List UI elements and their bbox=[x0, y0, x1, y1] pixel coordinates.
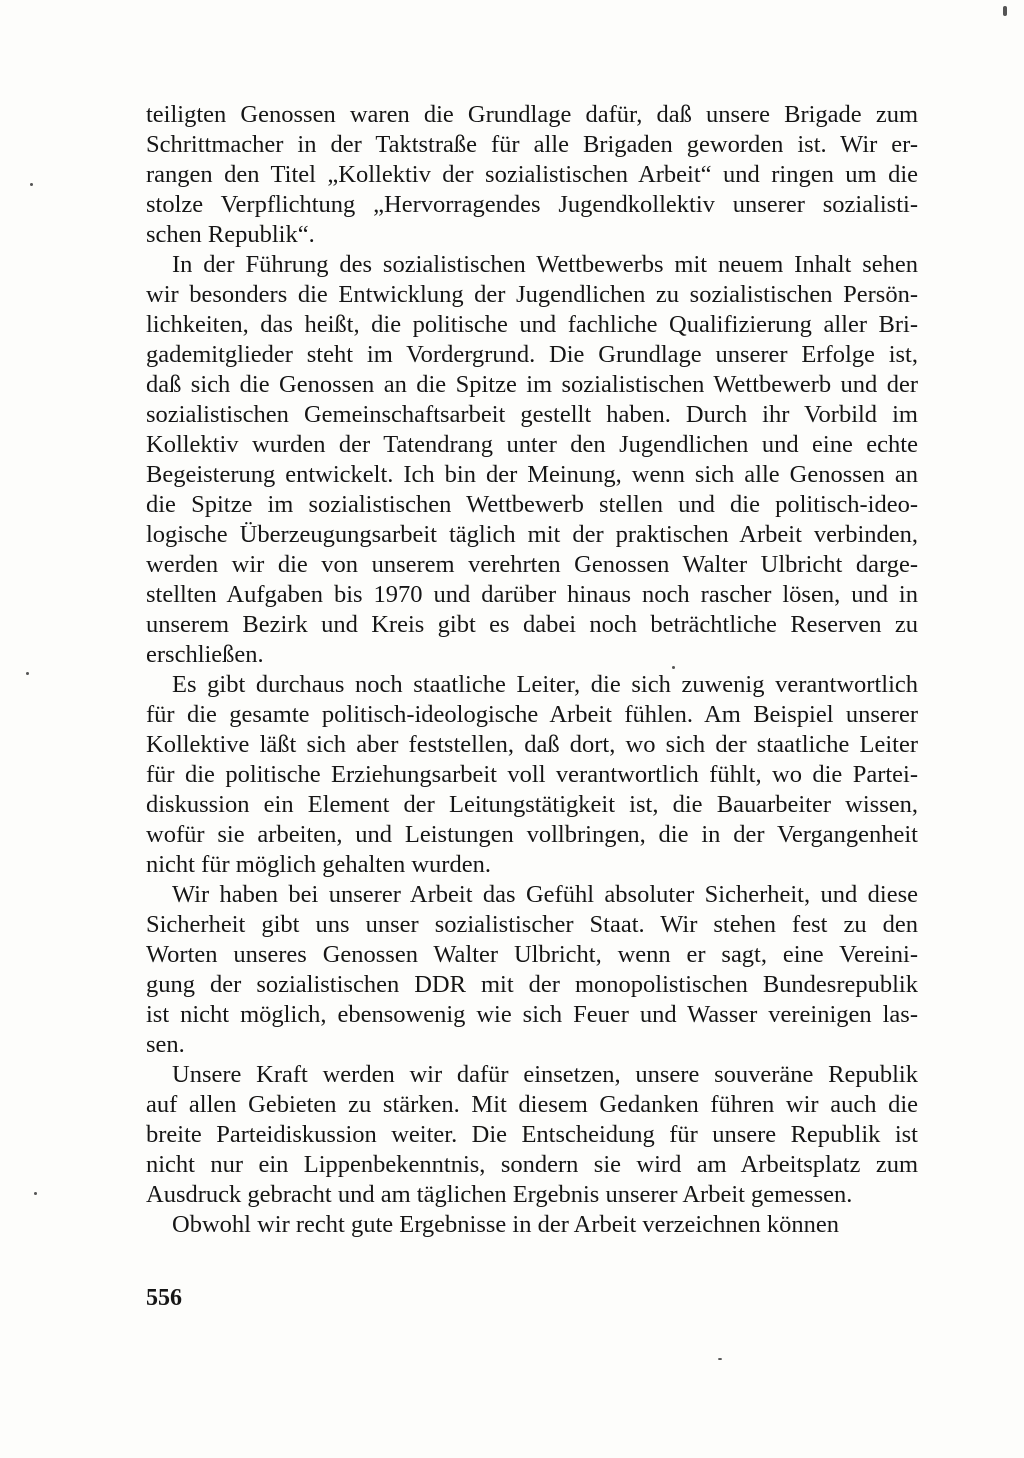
page-body bbox=[146, 100, 918, 1240]
scan-speck bbox=[26, 672, 29, 675]
paragraph bbox=[146, 100, 918, 250]
text-line: sen. bbox=[146, 1031, 185, 1058]
text-line: stolze Verpflichtung „Hervorragendes Jugendkollektiv unserer sozialisti- bbox=[146, 191, 918, 218]
text-line: gademitglieder steht im Vordergrund. Die Grundlage unserer Erfolge ist, bbox=[146, 341, 918, 368]
text-line: nicht für möglich gehalten wurden. bbox=[146, 851, 491, 878]
text-line: wofür sie arbeiten, und Leistungen vollbringen, die in der Vergangenheit bbox=[146, 821, 918, 848]
text-line: daß sich die Genossen an die Spitze im sozialistischen Wettbewerb und der bbox=[146, 371, 918, 398]
text-line: Sicherheit gibt uns unser sozialistischer Staat. Wir stehen fest zu den bbox=[146, 911, 918, 938]
text-line: In der Führung des sozialistischen Wettbewerbs mit neuem Inhalt sehen bbox=[172, 251, 918, 278]
text-line: teiligten Genossen waren die Grundlage dafür, daß unsere Brigade zum bbox=[146, 101, 918, 128]
scan-speck bbox=[1003, 6, 1007, 16]
text-line: Wir haben bei unserer Arbeit das Gefühl absoluter Sicherheit, und diese bbox=[172, 881, 918, 908]
paragraph bbox=[146, 1210, 918, 1240]
scan-speck bbox=[672, 666, 675, 669]
text-line: rangen den Titel „Kollektiv der sozialistischen Arbeit“ und ringen um die bbox=[146, 161, 918, 188]
text-line: Kollektiv wurden der Tatendrang unter den Jugendlichen und eine echte bbox=[146, 431, 918, 458]
text-line: Kollektive läßt sich aber feststellen, daß dort, wo sich der staatliche Leiter bbox=[146, 731, 918, 758]
paragraph bbox=[146, 250, 918, 670]
text-line: logische Überzeugungsarbeit täglich mit der praktischen Arbeit verbinden, bbox=[146, 521, 918, 548]
text-line: Es gibt durchaus noch staatliche Leiter, die sich zuwenig verantwortlich bbox=[172, 671, 918, 698]
text-line: für die politische Erziehungsarbeit voll verantwortlich fühlt, wo die Partei- bbox=[146, 761, 918, 788]
paragraph bbox=[146, 670, 918, 880]
text-line: für die gesamte politisch-ideologische Arbeit fühlen. Am Beispiel unserer bbox=[146, 701, 918, 728]
text-line: lichkeiten, das heißt, die politische und fachliche Qualifizierung aller Bri- bbox=[146, 311, 918, 338]
text-line: werden wir die von unserem verehrten Genossen Walter Ulbricht darge- bbox=[146, 551, 918, 578]
scan-speck bbox=[718, 1358, 722, 1360]
paragraph bbox=[146, 1060, 918, 1210]
text-line: stellten Aufgaben bis 1970 und darüber hinaus noch rascher lösen, und in bbox=[146, 581, 918, 608]
page-number: 556 bbox=[146, 1285, 182, 1311]
text-line: breite Parteidiskussion weiter. Die Entscheidung für unsere Republik ist bbox=[146, 1121, 918, 1148]
text-line: nicht nur ein Lippenbekenntnis, sondern sie wird am Arbeitsplatz zum bbox=[146, 1151, 918, 1178]
text-line: erschließen. bbox=[146, 641, 264, 668]
text-line: Schrittmacher in der Taktstraße für alle Brigaden geworden ist. Wir er- bbox=[146, 131, 918, 158]
scan-speck bbox=[30, 183, 33, 186]
text-line: Obwohl wir recht gute Ergebnisse in der Arbeit verzeichnen können bbox=[172, 1211, 839, 1238]
text-line: schen Republik“. bbox=[146, 221, 315, 248]
text-line: wir besonders die Entwicklung der Jugendlichen zu sozialistischen Persön- bbox=[146, 281, 918, 308]
text-line: Ausdruck gebracht und am täglichen Ergebnis unserer Arbeit gemessen. bbox=[146, 1181, 853, 1208]
text-line: gung der sozialistischen DDR mit der monopolistischen Bundesrepublik bbox=[146, 971, 918, 998]
text-line: ist nicht möglich, ebensowenig wie sich Feuer und Wasser vereinigen las- bbox=[146, 1001, 918, 1028]
text-line: Begeisterung entwickelt. Ich bin der Meinung, wenn sich alle Genossen an bbox=[146, 461, 918, 488]
text-line: die Spitze im sozialistischen Wettbewerb stellen und die politisch-ideo- bbox=[146, 491, 918, 518]
text-line: unserem Bezirk und Kreis gibt es dabei noch beträchtliche Reserven zu bbox=[146, 611, 918, 638]
text-line: sozialistischen Gemeinschaftsarbeit gestellt haben. Durch ihr Vorbild im bbox=[146, 401, 918, 428]
text-line: auf allen Gebieten zu stärken. Mit diesem Gedanken führen wir auch die bbox=[146, 1091, 918, 1118]
text-line: Unsere Kraft werden wir dafür einsetzen, unsere souveräne Republik bbox=[172, 1061, 918, 1088]
paragraph bbox=[146, 880, 918, 1060]
text-line: diskussion ein Element der Leitungstätigkeit ist, die Bauarbeiter wissen, bbox=[146, 791, 918, 818]
text-line: Worten unseres Genossen Walter Ulbricht, wenn er sagt, eine Vereini- bbox=[146, 941, 918, 968]
scan-speck bbox=[34, 1192, 37, 1195]
